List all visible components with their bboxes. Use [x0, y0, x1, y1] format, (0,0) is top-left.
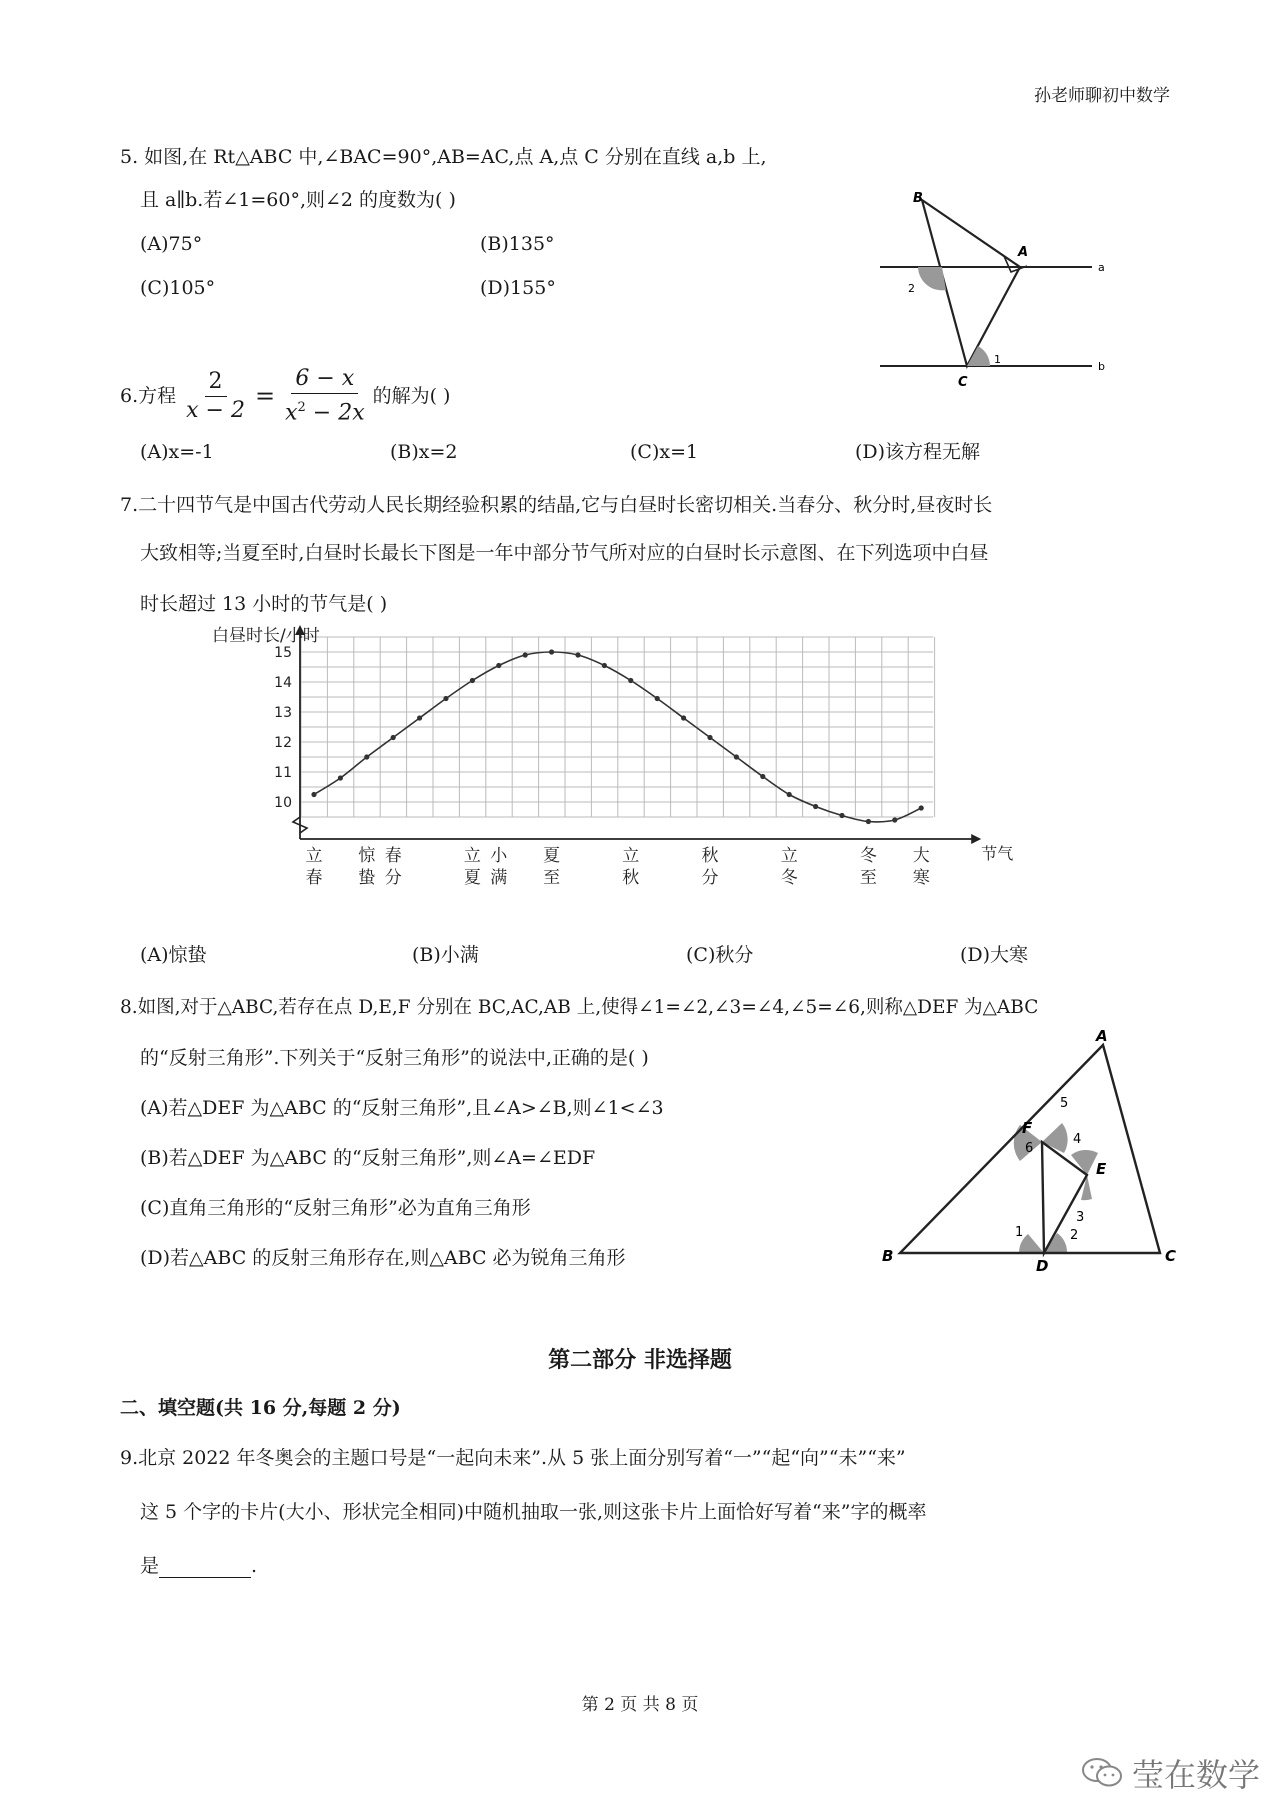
data-point-5 [443, 696, 448, 701]
x-tick-label: 冬 [859, 846, 877, 866]
x-tick-label: 寒 [912, 868, 930, 888]
q6-lhs-num: 2 [205, 368, 227, 397]
data-point-8 [523, 652, 528, 657]
q6-rhs-den: $x^2 - 2x$ [285, 400, 365, 426]
label-b: b [1098, 360, 1105, 373]
data-point-4 [417, 715, 422, 720]
label-angle-3: 3 [1076, 1210, 1085, 1225]
data-point-15 [707, 735, 712, 740]
q9-line2: 这 5 个字的卡片(大小、形状完全相同)中随机抽取一张,则这张卡片上面恰好写着“来”字的概率 [140, 1501, 927, 1523]
label-B: B [882, 1247, 894, 1265]
q9-line3-prefix: 是 [140, 1555, 160, 1577]
q6-option-c: (C)x=1 [630, 441, 699, 463]
angle-2-mark [918, 267, 946, 290]
angle-5-mark [1042, 1123, 1068, 1153]
q7-option-a: (A)惊蛰 [140, 944, 207, 966]
q5-figure [870, 180, 1120, 400]
x-tick-label: 夏 [463, 868, 481, 888]
data-point-10 [575, 652, 580, 657]
x-tick-label: 惊 [358, 846, 376, 866]
part2-title: 第二部分 非选择题 [548, 1347, 732, 1373]
q6-option-b: (B)x=2 [390, 441, 458, 463]
angle-1-mark [967, 346, 990, 366]
data-point-13 [655, 696, 660, 701]
y-tick-label: 11 [274, 765, 292, 781]
angle-2-mark [1044, 1233, 1067, 1253]
x-tick-label: 满 [490, 868, 508, 888]
q8-option-c: (C)直角三角形的“反射三角形”必为直角三角形 [140, 1197, 531, 1219]
data-point-0 [311, 792, 316, 797]
q6-suffix: 的解为( ) [372, 385, 451, 408]
q6-option-d: (D)该方程无解 [855, 441, 981, 463]
wechat-icon [1080, 1756, 1124, 1790]
x-tick-label: 蛰 [358, 868, 376, 888]
y-tick-label: 14 [274, 675, 292, 691]
y-tick-label: 15 [274, 645, 292, 661]
q5-option-a: (A)75° [140, 233, 203, 255]
x-tick-label: 秋 [701, 846, 719, 866]
data-point-9 [549, 649, 554, 654]
q8-option-b: (B)若△DEF 为△ABC 的“反射三角形”,则∠A=∠EDF [140, 1147, 596, 1169]
data-point-17 [760, 774, 765, 779]
label-D: D [1036, 1257, 1049, 1275]
q8-option-a: (A)若△DEF 为△ABC 的“反射三角形”,且∠A>∠B,则∠1<∠3 [140, 1097, 664, 1119]
label-A: A [1096, 1027, 1108, 1045]
label-angle-1: 1 [1015, 1225, 1024, 1240]
q7-line3: 时长超过 13 小时的节气是( ) [140, 593, 388, 615]
x-tick-label: 小 [490, 846, 508, 866]
q8-figure [870, 1025, 1190, 1275]
label-E: E [1096, 1160, 1107, 1178]
label-angle-1: 1 [994, 353, 1001, 366]
y-tick-label: 10 [274, 795, 292, 811]
x-tick-label: 分 [384, 868, 402, 888]
q6-prefix: 6.方程 [120, 385, 177, 408]
label-angle-6: 6 [1025, 1141, 1034, 1156]
q6-equation [120, 365, 450, 427]
q6-lhs-fraction [182, 368, 249, 425]
q5-option-c: (C)105° [140, 277, 216, 299]
x-tick-label: 春 [384, 846, 402, 866]
x-tick-label: 夏 [543, 846, 561, 866]
watermark [1080, 1750, 1260, 1796]
q5-line2: 且 a∥b.若∠1=60°,则∠2 的度数为( ) [140, 189, 456, 211]
label-angle-4: 4 [1073, 1132, 1082, 1147]
x-axis-label: 节气 [981, 844, 1014, 863]
q6-lhs-den: x − 2 [186, 397, 245, 423]
q6-rhs-fraction [281, 365, 369, 427]
data-point-20 [839, 813, 844, 818]
x-tick-label: 立 [305, 846, 323, 866]
data-point-6 [470, 678, 475, 683]
data-point-16 [734, 754, 739, 759]
page-number: 第 2 页 共 8 页 [581, 1695, 699, 1715]
x-tick-label: 春 [305, 868, 323, 888]
label-angle-2: 2 [908, 282, 915, 295]
x-tick-label: 分 [701, 868, 719, 888]
label-angle-5: 5 [1060, 1096, 1069, 1111]
x-tick-label: 立 [622, 846, 640, 866]
q7-line2: 大致相等;当夏至时,白昼时长最长下图是一年中部分节气所对应的白昼时长示意图、在下列选项中白昼 [140, 542, 989, 564]
q8-option-d: (D)若△ABC 的反射三角形存在,则△ABC 必为锐角三角形 [140, 1247, 626, 1269]
data-point-12 [628, 678, 633, 683]
data-point-3 [391, 735, 396, 740]
x-tick-label: 秋 [622, 868, 640, 888]
label-C: C [1165, 1247, 1177, 1265]
x-axis-arrow [971, 834, 981, 844]
q7-option-c: (C)秋分 [686, 944, 754, 966]
label-A: A [1018, 245, 1029, 260]
data-point-11 [602, 663, 607, 668]
data-point-22 [892, 817, 897, 822]
q5-option-b: (B)135° [480, 233, 555, 255]
data-point-14 [681, 715, 686, 720]
y-axis-label: 白昼时长/小时 [212, 626, 320, 646]
x-tick-label: 至 [543, 868, 561, 888]
q9-line3 [140, 1554, 257, 1578]
data-point-1 [338, 775, 343, 780]
q9-answer-blank[interactable] [159, 1559, 251, 1578]
label-C: C [958, 375, 968, 390]
data-point-7 [496, 663, 501, 668]
q8-line2: 的“反射三角形”.下列关于“反射三角形”的说法中,正确的是( ) [140, 1047, 649, 1069]
q7-line1: 7.二十四节气是中国古代劳动人民长期经验积累的结晶,它与白昼时长密切相关.当春分、秋分时,昼夜时长 [120, 494, 993, 516]
x-tick-label: 立 [463, 846, 481, 866]
x-tick-label: 冬 [780, 868, 798, 888]
data-point-21 [866, 819, 871, 824]
y-tick-label: 13 [274, 705, 292, 721]
q6-rhs-num: 6 − x [291, 365, 358, 394]
angle-4-mark [1071, 1150, 1098, 1175]
q5-option-d: (D)155° [480, 277, 556, 299]
data-point-18 [787, 792, 792, 797]
header-source: 孙老师聊初中数学 [1034, 86, 1170, 106]
q7-option-b: (B)小满 [412, 944, 479, 966]
x-tick-label: 立 [780, 846, 798, 866]
label-angle-2: 2 [1070, 1228, 1079, 1243]
angle-3-mark [1081, 1175, 1092, 1200]
x-tick-label: 至 [859, 868, 877, 888]
q9-line3-suffix: . [251, 1555, 258, 1577]
data-point-2 [364, 754, 369, 759]
watermark-text: 莹在数学 [1132, 1756, 1261, 1794]
data-point-19 [813, 804, 818, 809]
x-tick-label: 大 [912, 846, 930, 866]
q8-line1: 8.如图,对于△ABC,若存在点 D,E,F 分别在 BC,AC,AB 上,使得∠1=∠2,∠3=∠4,∠5=∠6,则称△DEF 为△ABC [120, 997, 1039, 1018]
q6-option-a: (A)x=-1 [140, 441, 214, 463]
q7-option-d: (D)大寒 [960, 944, 1029, 966]
q6-equals: = [254, 382, 276, 411]
q9-line1: 9.北京 2022 年冬奥会的主题口号是“一起向未来”.从 5 张上面分别写着“一”“起“向”“未”“来” [120, 1447, 906, 1469]
label-a: a [1098, 261, 1105, 274]
label-F: F [1022, 1119, 1033, 1137]
q5-line1: 5. 如图,在 Rt△ABC 中,∠BAC=90°,AB=AC,点 A,点 C 分别在直线 a,b 上, [120, 146, 767, 168]
fill-in-section-heading: 二、填空题(共 16 分,每题 2 分) [120, 1397, 401, 1419]
daylight-chart [195, 625, 1014, 925]
y-tick-label: 12 [274, 735, 292, 751]
label-B: B [913, 191, 923, 206]
data-point-23 [919, 805, 924, 810]
